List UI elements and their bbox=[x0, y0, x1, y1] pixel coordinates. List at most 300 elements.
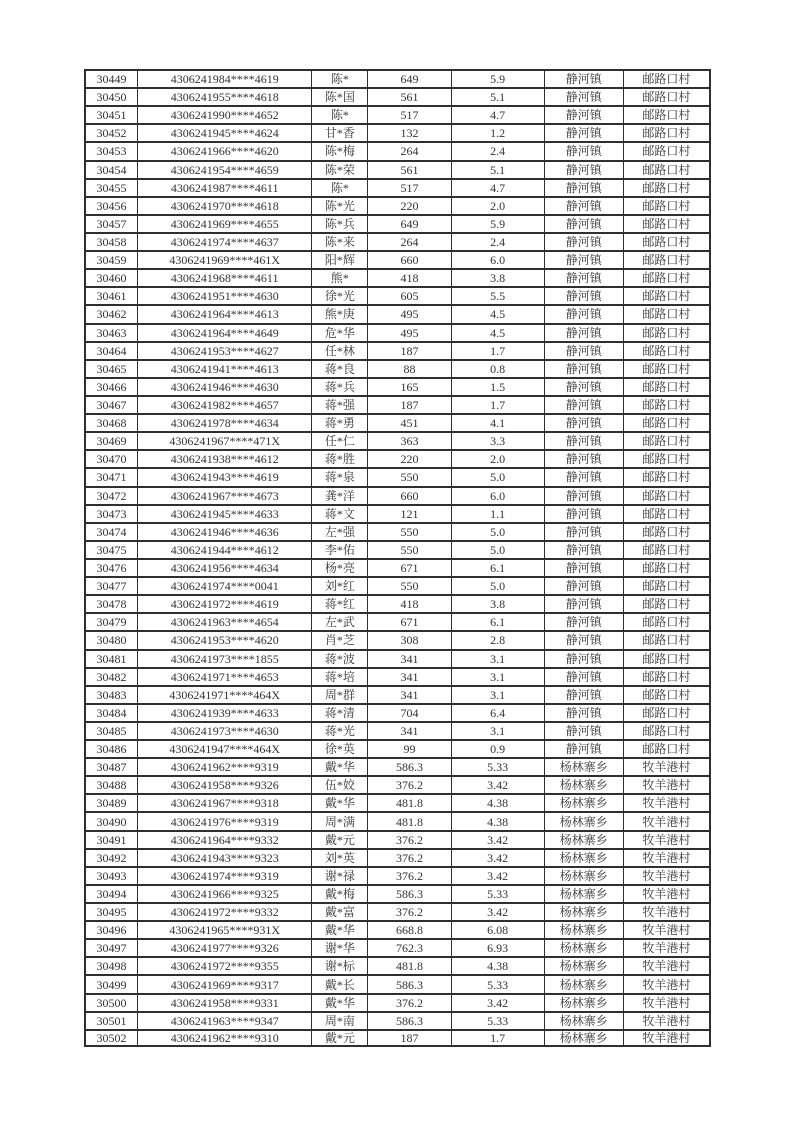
area-cell: 3.42 bbox=[451, 902, 544, 920]
area-cell: 6.0 bbox=[451, 486, 544, 504]
area-cell: 3.1 bbox=[451, 685, 544, 703]
village-cell: 邮路口村 bbox=[623, 703, 711, 721]
village-cell: 邮路口村 bbox=[623, 612, 711, 630]
id-number-cell: 4306241970****4618 bbox=[137, 196, 311, 214]
town-cell: 静河镇 bbox=[544, 449, 623, 467]
serial-cell: 30497 bbox=[84, 938, 137, 956]
village-cell: 牧羊港村 bbox=[623, 993, 711, 1011]
area-cell: 1.1 bbox=[451, 504, 544, 522]
village-cell: 邮路口村 bbox=[623, 286, 711, 304]
amount-cell: 704 bbox=[367, 703, 450, 721]
village-cell: 邮路口村 bbox=[623, 178, 711, 196]
town-cell: 静河镇 bbox=[544, 594, 623, 612]
village-cell: 邮路口村 bbox=[623, 160, 711, 178]
town-cell: 静河镇 bbox=[544, 739, 623, 757]
amount-cell: 605 bbox=[367, 286, 450, 304]
table-row bbox=[84, 540, 711, 558]
id-number-cell: 4306241972****4619 bbox=[137, 594, 311, 612]
town-cell: 静河镇 bbox=[544, 721, 623, 739]
town-cell: 杨林寨乡 bbox=[544, 866, 623, 884]
town-cell: 杨林寨乡 bbox=[544, 793, 623, 811]
town-cell: 静河镇 bbox=[544, 105, 623, 123]
serial-cell: 30455 bbox=[84, 178, 137, 196]
table-row bbox=[84, 105, 711, 123]
id-number-cell: 4306241965****931X bbox=[137, 920, 311, 938]
table-row bbox=[84, 848, 711, 866]
id-number-cell: 4306241956****4634 bbox=[137, 558, 311, 576]
village-cell: 邮路口村 bbox=[623, 123, 711, 141]
town-cell: 杨林寨乡 bbox=[544, 775, 623, 793]
amount-cell: 341 bbox=[367, 685, 450, 703]
serial-cell: 30486 bbox=[84, 739, 137, 757]
village-cell: 牧羊港村 bbox=[623, 956, 711, 974]
table-row bbox=[84, 739, 711, 757]
id-number-cell: 4306241972****9332 bbox=[137, 902, 311, 920]
area-cell: 5.0 bbox=[451, 540, 544, 558]
table-row bbox=[84, 811, 711, 829]
id-number-cell: 4306241939****4633 bbox=[137, 703, 311, 721]
town-cell: 杨林寨乡 bbox=[544, 956, 623, 974]
village-cell: 牧羊港村 bbox=[623, 830, 711, 848]
table-row bbox=[84, 630, 711, 648]
amount-cell: 495 bbox=[367, 304, 450, 322]
table-row bbox=[84, 69, 711, 87]
serial-cell: 30493 bbox=[84, 866, 137, 884]
table-row bbox=[84, 667, 711, 685]
amount-cell: 341 bbox=[367, 649, 450, 667]
amount-cell: 671 bbox=[367, 558, 450, 576]
town-cell: 杨林寨乡 bbox=[544, 1029, 623, 1047]
amount-cell: 165 bbox=[367, 377, 450, 395]
serial-cell: 30492 bbox=[84, 848, 137, 866]
serial-cell: 30465 bbox=[84, 359, 137, 377]
serial-cell: 30482 bbox=[84, 667, 137, 685]
table-row bbox=[84, 993, 711, 1011]
serial-cell: 30475 bbox=[84, 540, 137, 558]
name-cell: 刘*英 bbox=[311, 848, 367, 866]
amount-cell: 550 bbox=[367, 576, 450, 594]
village-cell: 牧羊港村 bbox=[623, 848, 711, 866]
amount-cell: 376.2 bbox=[367, 775, 450, 793]
town-cell: 静河镇 bbox=[544, 576, 623, 594]
area-cell: 3.42 bbox=[451, 848, 544, 866]
area-cell: 5.0 bbox=[451, 522, 544, 540]
amount-cell: 99 bbox=[367, 739, 450, 757]
area-cell: 2.0 bbox=[451, 196, 544, 214]
name-cell: 戴*华 bbox=[311, 757, 367, 775]
town-cell: 静河镇 bbox=[544, 377, 623, 395]
serial-cell: 30474 bbox=[84, 522, 137, 540]
town-cell: 静河镇 bbox=[544, 522, 623, 540]
village-cell: 邮路口村 bbox=[623, 486, 711, 504]
id-number-cell: 4306241969****461X bbox=[137, 250, 311, 268]
village-cell: 牧羊港村 bbox=[623, 920, 711, 938]
village-cell: 邮路口村 bbox=[623, 268, 711, 286]
area-cell: 5.1 bbox=[451, 160, 544, 178]
village-cell: 牧羊港村 bbox=[623, 1011, 711, 1029]
amount-cell: 649 bbox=[367, 214, 450, 232]
village-cell: 邮路口村 bbox=[623, 540, 711, 558]
amount-cell: 376.2 bbox=[367, 993, 450, 1011]
area-cell: 4.7 bbox=[451, 178, 544, 196]
table-row bbox=[84, 721, 711, 739]
id-number-cell: 4306241966****9325 bbox=[137, 884, 311, 902]
id-number-cell: 4306241974****4637 bbox=[137, 232, 311, 250]
town-cell: 静河镇 bbox=[544, 178, 623, 196]
amount-cell: 660 bbox=[367, 486, 450, 504]
village-cell: 牧羊港村 bbox=[623, 884, 711, 902]
village-cell: 邮路口村 bbox=[623, 649, 711, 667]
name-cell: 戴*华 bbox=[311, 993, 367, 1011]
table-row bbox=[84, 558, 711, 576]
id-number-cell: 4306241977****9326 bbox=[137, 938, 311, 956]
amount-cell: 376.2 bbox=[367, 866, 450, 884]
table-row bbox=[84, 341, 711, 359]
town-cell: 杨林寨乡 bbox=[544, 974, 623, 992]
serial-cell: 30479 bbox=[84, 612, 137, 630]
id-number-cell: 4306241958****9331 bbox=[137, 993, 311, 1011]
village-cell: 邮路口村 bbox=[623, 87, 711, 105]
serial-cell: 30463 bbox=[84, 323, 137, 341]
village-cell: 牧羊港村 bbox=[623, 1029, 711, 1047]
name-cell: 左*武 bbox=[311, 612, 367, 630]
name-cell: 蒋*红 bbox=[311, 594, 367, 612]
amount-cell: 481.8 bbox=[367, 811, 450, 829]
amount-cell: 132 bbox=[367, 123, 450, 141]
name-cell: 陈*来 bbox=[311, 232, 367, 250]
serial-cell: 30451 bbox=[84, 105, 137, 123]
serial-cell: 30453 bbox=[84, 141, 137, 159]
amount-cell: 187 bbox=[367, 1029, 450, 1047]
serial-cell: 30500 bbox=[84, 993, 137, 1011]
serial-cell: 30450 bbox=[84, 87, 137, 105]
town-cell: 静河镇 bbox=[544, 667, 623, 685]
name-cell: 熊*庚 bbox=[311, 304, 367, 322]
amount-cell: 308 bbox=[367, 630, 450, 648]
town-cell: 静河镇 bbox=[544, 486, 623, 504]
village-cell: 牧羊港村 bbox=[623, 974, 711, 992]
village-cell: 牧羊港村 bbox=[623, 902, 711, 920]
town-cell: 静河镇 bbox=[544, 87, 623, 105]
area-cell: 3.42 bbox=[451, 830, 544, 848]
amount-cell: 376.2 bbox=[367, 830, 450, 848]
id-number-cell: 4306241962****9310 bbox=[137, 1029, 311, 1047]
village-cell: 邮路口村 bbox=[623, 395, 711, 413]
town-cell: 静河镇 bbox=[544, 250, 623, 268]
amount-cell: 586.3 bbox=[367, 884, 450, 902]
area-cell: 5.33 bbox=[451, 757, 544, 775]
id-number-cell: 4306241945****4633 bbox=[137, 504, 311, 522]
table-row bbox=[84, 141, 711, 159]
id-number-cell: 4306241964****4613 bbox=[137, 304, 311, 322]
table-row bbox=[84, 1029, 711, 1047]
amount-cell: 550 bbox=[367, 522, 450, 540]
area-cell: 6.08 bbox=[451, 920, 544, 938]
id-number-cell: 4306241953****4627 bbox=[137, 341, 311, 359]
village-cell: 邮路口村 bbox=[623, 558, 711, 576]
table-row bbox=[84, 974, 711, 992]
name-cell: 伍*姣 bbox=[311, 775, 367, 793]
id-number-cell: 4306241964****9332 bbox=[137, 830, 311, 848]
amount-cell: 660 bbox=[367, 250, 450, 268]
amount-cell: 376.2 bbox=[367, 848, 450, 866]
table-row bbox=[84, 123, 711, 141]
village-cell: 邮路口村 bbox=[623, 359, 711, 377]
table-row bbox=[84, 504, 711, 522]
amount-cell: 550 bbox=[367, 540, 450, 558]
name-cell: 龚*洋 bbox=[311, 486, 367, 504]
area-cell: 6.1 bbox=[451, 558, 544, 576]
table-row bbox=[84, 395, 711, 413]
town-cell: 杨林寨乡 bbox=[544, 993, 623, 1011]
area-cell: 5.33 bbox=[451, 1011, 544, 1029]
village-cell: 牧羊港村 bbox=[623, 938, 711, 956]
id-number-cell: 4306241967****9318 bbox=[137, 793, 311, 811]
amount-cell: 481.8 bbox=[367, 956, 450, 974]
area-cell: 2.8 bbox=[451, 630, 544, 648]
area-cell: 5.9 bbox=[451, 214, 544, 232]
table-row bbox=[84, 830, 711, 848]
town-cell: 杨林寨乡 bbox=[544, 920, 623, 938]
id-number-cell: 4306241946****4630 bbox=[137, 377, 311, 395]
amount-cell: 88 bbox=[367, 359, 450, 377]
area-cell: 6.4 bbox=[451, 703, 544, 721]
amount-cell: 586.3 bbox=[367, 757, 450, 775]
name-cell: 蒋*强 bbox=[311, 395, 367, 413]
town-cell: 杨林寨乡 bbox=[544, 938, 623, 956]
amount-cell: 220 bbox=[367, 449, 450, 467]
id-number-cell: 4306241958****9326 bbox=[137, 775, 311, 793]
serial-cell: 30502 bbox=[84, 1029, 137, 1047]
town-cell: 静河镇 bbox=[544, 160, 623, 178]
town-cell: 静河镇 bbox=[544, 413, 623, 431]
village-cell: 牧羊港村 bbox=[623, 775, 711, 793]
table-row bbox=[84, 703, 711, 721]
town-cell: 杨林寨乡 bbox=[544, 830, 623, 848]
name-cell: 陈*荣 bbox=[311, 160, 367, 178]
name-cell: 戴*梅 bbox=[311, 884, 367, 902]
area-cell: 6.93 bbox=[451, 938, 544, 956]
serial-cell: 30449 bbox=[84, 69, 137, 87]
village-cell: 邮路口村 bbox=[623, 667, 711, 685]
serial-cell: 30468 bbox=[84, 413, 137, 431]
id-number-cell: 4306241984****4619 bbox=[137, 69, 311, 87]
area-cell: 6.0 bbox=[451, 250, 544, 268]
village-cell: 邮路口村 bbox=[623, 685, 711, 703]
table-row bbox=[84, 902, 711, 920]
serial-cell: 30484 bbox=[84, 703, 137, 721]
table-row bbox=[84, 250, 711, 268]
id-number-cell: 4306241954****4659 bbox=[137, 160, 311, 178]
village-cell: 邮路口村 bbox=[623, 739, 711, 757]
table-row bbox=[84, 884, 711, 902]
area-cell: 2.4 bbox=[451, 141, 544, 159]
name-cell: 李*佑 bbox=[311, 540, 367, 558]
name-cell: 杨*亮 bbox=[311, 558, 367, 576]
id-number-cell: 4306241944****4612 bbox=[137, 540, 311, 558]
town-cell: 静河镇 bbox=[544, 431, 623, 449]
serial-cell: 30496 bbox=[84, 920, 137, 938]
table-row bbox=[84, 757, 711, 775]
area-cell: 4.38 bbox=[451, 956, 544, 974]
table-row bbox=[84, 87, 711, 105]
serial-cell: 30483 bbox=[84, 685, 137, 703]
name-cell: 谢*标 bbox=[311, 956, 367, 974]
amount-cell: 495 bbox=[367, 323, 450, 341]
serial-cell: 30462 bbox=[84, 304, 137, 322]
name-cell: 蒋*光 bbox=[311, 721, 367, 739]
village-cell: 邮路口村 bbox=[623, 69, 711, 87]
name-cell: 陈*梅 bbox=[311, 141, 367, 159]
town-cell: 静河镇 bbox=[544, 359, 623, 377]
amount-cell: 561 bbox=[367, 160, 450, 178]
id-number-cell: 4306241973****4630 bbox=[137, 721, 311, 739]
area-cell: 3.1 bbox=[451, 721, 544, 739]
table-row bbox=[84, 214, 711, 232]
village-cell: 牧羊港村 bbox=[623, 866, 711, 884]
amount-cell: 649 bbox=[367, 69, 450, 87]
table-row bbox=[84, 449, 711, 467]
name-cell: 蒋*良 bbox=[311, 359, 367, 377]
id-number-cell: 4306241990****4652 bbox=[137, 105, 311, 123]
amount-cell: 586.3 bbox=[367, 1011, 450, 1029]
table-row bbox=[84, 612, 711, 630]
area-cell: 5.33 bbox=[451, 884, 544, 902]
area-cell: 4.5 bbox=[451, 323, 544, 341]
serial-cell: 30458 bbox=[84, 232, 137, 250]
id-number-cell: 4306241945****4624 bbox=[137, 123, 311, 141]
serial-cell: 30490 bbox=[84, 811, 137, 829]
village-cell: 邮路口村 bbox=[623, 594, 711, 612]
town-cell: 杨林寨乡 bbox=[544, 848, 623, 866]
id-number-cell: 4306241969****4655 bbox=[137, 214, 311, 232]
id-number-cell: 4306241967****471X bbox=[137, 431, 311, 449]
serial-cell: 30498 bbox=[84, 956, 137, 974]
town-cell: 静河镇 bbox=[544, 323, 623, 341]
town-cell: 静河镇 bbox=[544, 304, 623, 322]
name-cell: 戴*长 bbox=[311, 974, 367, 992]
name-cell: 肖*芝 bbox=[311, 630, 367, 648]
name-cell: 蒋*泉 bbox=[311, 467, 367, 485]
village-cell: 邮路口村 bbox=[623, 250, 711, 268]
town-cell: 静河镇 bbox=[544, 196, 623, 214]
id-number-cell: 4306241971****4653 bbox=[137, 667, 311, 685]
area-cell: 3.8 bbox=[451, 594, 544, 612]
id-number-cell: 4306241972****9355 bbox=[137, 956, 311, 974]
town-cell: 静河镇 bbox=[544, 232, 623, 250]
amount-cell: 418 bbox=[367, 594, 450, 612]
village-cell: 牧羊港村 bbox=[623, 811, 711, 829]
name-cell: 戴*富 bbox=[311, 902, 367, 920]
area-cell: 5.5 bbox=[451, 286, 544, 304]
name-cell: 戴*元 bbox=[311, 1029, 367, 1047]
village-cell: 邮路口村 bbox=[623, 504, 711, 522]
serial-cell: 30454 bbox=[84, 160, 137, 178]
serial-cell: 30489 bbox=[84, 793, 137, 811]
name-cell: 任*仁 bbox=[311, 431, 367, 449]
area-cell: 5.9 bbox=[451, 69, 544, 87]
town-cell: 杨林寨乡 bbox=[544, 811, 623, 829]
name-cell: 陈* bbox=[311, 105, 367, 123]
amount-cell: 561 bbox=[367, 87, 450, 105]
id-number-cell: 4306241969****9317 bbox=[137, 974, 311, 992]
id-number-cell: 4306241955****4618 bbox=[137, 87, 311, 105]
table-row bbox=[84, 232, 711, 250]
village-cell: 邮路口村 bbox=[623, 630, 711, 648]
name-cell: 任*林 bbox=[311, 341, 367, 359]
name-cell: 谢*华 bbox=[311, 938, 367, 956]
serial-cell: 30469 bbox=[84, 431, 137, 449]
area-cell: 0.8 bbox=[451, 359, 544, 377]
name-cell: 陈*兵 bbox=[311, 214, 367, 232]
amount-cell: 363 bbox=[367, 431, 450, 449]
village-cell: 牧羊港村 bbox=[623, 793, 711, 811]
table-row bbox=[84, 685, 711, 703]
village-cell: 邮路口村 bbox=[623, 232, 711, 250]
town-cell: 静河镇 bbox=[544, 69, 623, 87]
id-number-cell: 4306241967****4673 bbox=[137, 486, 311, 504]
table-row bbox=[84, 1011, 711, 1029]
amount-cell: 550 bbox=[367, 467, 450, 485]
village-cell: 邮路口村 bbox=[623, 141, 711, 159]
area-cell: 2.0 bbox=[451, 449, 544, 467]
town-cell: 静河镇 bbox=[544, 685, 623, 703]
name-cell: 阳*辉 bbox=[311, 250, 367, 268]
area-cell: 3.8 bbox=[451, 268, 544, 286]
table-row bbox=[84, 522, 711, 540]
serial-cell: 30495 bbox=[84, 902, 137, 920]
table-row bbox=[84, 956, 711, 974]
table-row bbox=[84, 178, 711, 196]
name-cell: 陈* bbox=[311, 69, 367, 87]
village-cell: 邮路口村 bbox=[623, 467, 711, 485]
area-cell: 3.1 bbox=[451, 649, 544, 667]
area-cell: 4.1 bbox=[451, 413, 544, 431]
amount-cell: 586.3 bbox=[367, 974, 450, 992]
area-cell: 3.42 bbox=[451, 993, 544, 1011]
name-cell: 蒋*波 bbox=[311, 649, 367, 667]
serial-cell: 30471 bbox=[84, 467, 137, 485]
area-cell: 1.2 bbox=[451, 123, 544, 141]
amount-cell: 376.2 bbox=[367, 902, 450, 920]
amount-cell: 451 bbox=[367, 413, 450, 431]
serial-cell: 30499 bbox=[84, 974, 137, 992]
area-cell: 2.4 bbox=[451, 232, 544, 250]
amount-cell: 418 bbox=[367, 268, 450, 286]
name-cell: 蒋*胜 bbox=[311, 449, 367, 467]
id-number-cell: 4306241968****4611 bbox=[137, 268, 311, 286]
table-row bbox=[84, 377, 711, 395]
name-cell: 左*强 bbox=[311, 522, 367, 540]
area-cell: 1.7 bbox=[451, 1029, 544, 1047]
area-cell: 3.3 bbox=[451, 431, 544, 449]
name-cell: 蒋*勇 bbox=[311, 413, 367, 431]
town-cell: 静河镇 bbox=[544, 504, 623, 522]
table-row bbox=[84, 866, 711, 884]
id-number-cell: 4306241946****4636 bbox=[137, 522, 311, 540]
table-row bbox=[84, 359, 711, 377]
name-cell: 周*南 bbox=[311, 1011, 367, 1029]
amount-cell: 220 bbox=[367, 196, 450, 214]
town-cell: 杨林寨乡 bbox=[544, 1011, 623, 1029]
serial-cell: 30478 bbox=[84, 594, 137, 612]
id-number-cell: 4306241978****4634 bbox=[137, 413, 311, 431]
serial-cell: 30470 bbox=[84, 449, 137, 467]
area-cell: 1.7 bbox=[451, 341, 544, 359]
area-cell: 4.5 bbox=[451, 304, 544, 322]
town-cell: 静河镇 bbox=[544, 214, 623, 232]
town-cell: 静河镇 bbox=[544, 703, 623, 721]
